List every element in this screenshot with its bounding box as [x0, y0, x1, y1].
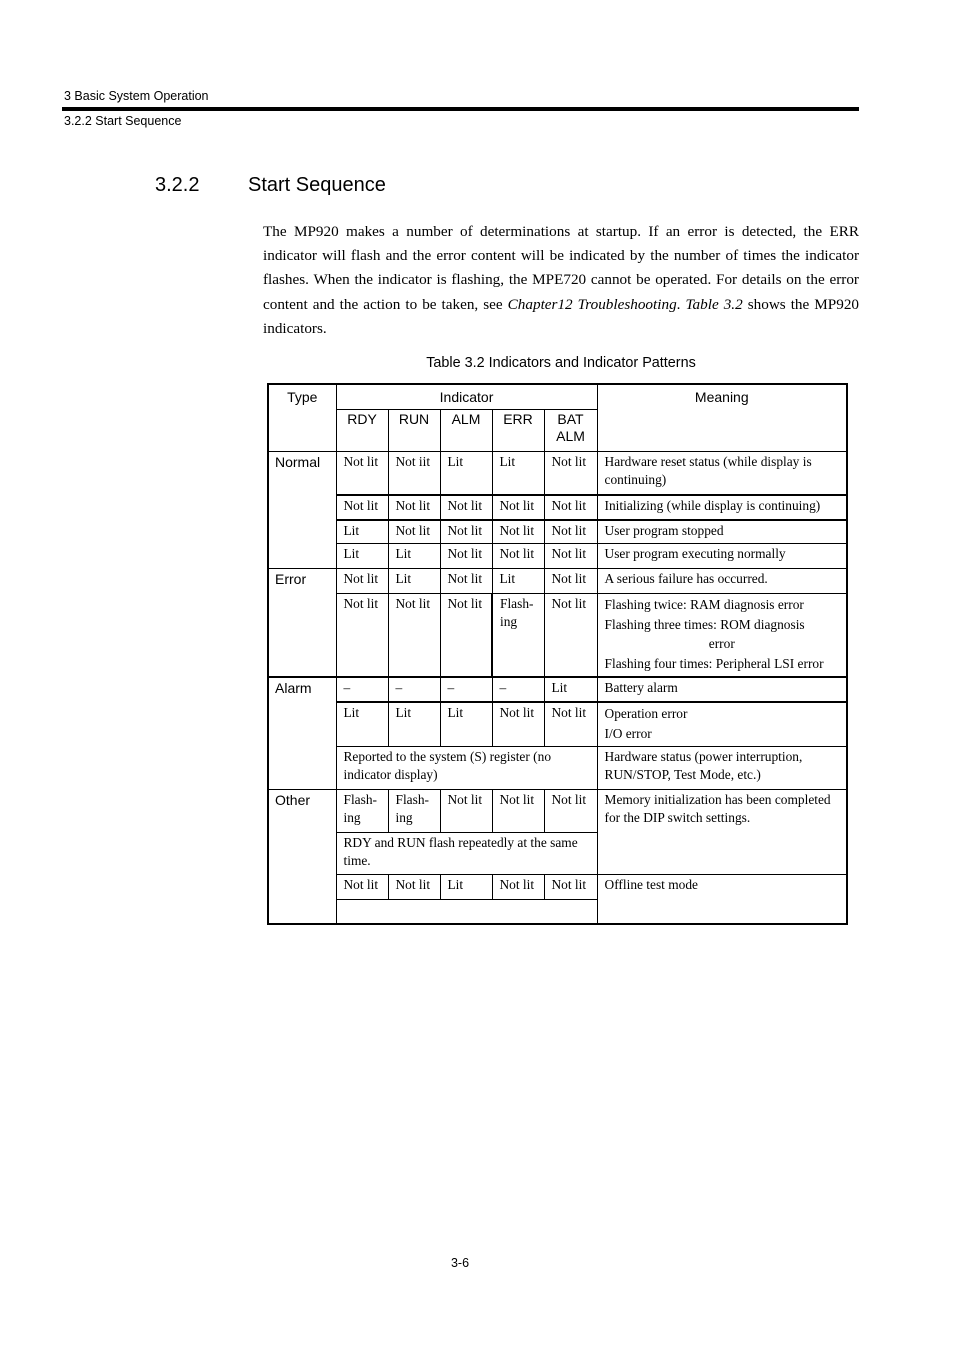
cell-meaning: A serious failure has occurred. — [597, 569, 847, 594]
cell-err: – — [492, 677, 544, 702]
cell-alm: Lit — [440, 875, 492, 900]
cell-bat: Not lit — [544, 702, 597, 747]
meaning-line: Flashing three times: ROM diagnosis — [604, 616, 805, 632]
type-error: Error — [268, 569, 336, 678]
cell-err: Not lit — [492, 702, 544, 747]
table-row — [268, 594, 847, 678]
cell-rdy: Not lit — [336, 875, 388, 900]
cell-rdy: Not lit — [336, 495, 388, 520]
running-header-section: 3.2.2 Start Sequence — [64, 114, 182, 128]
cell-meaning: User program executing normally — [597, 544, 847, 569]
section-title: Start Sequence — [248, 174, 386, 196]
type-alarm: Alarm — [268, 677, 336, 790]
meaning-line: Flashing four times: Peripheral LSI error — [604, 655, 824, 671]
header-indicator: Indicator — [336, 384, 597, 410]
cell-bat: Not lit — [544, 544, 597, 569]
header-bat-alm — [544, 410, 597, 452]
cell-run: Not lit — [388, 875, 440, 900]
header-rule — [62, 107, 859, 111]
page-number: 3-6 — [450, 1256, 470, 1270]
cell-err: Not lit — [492, 495, 544, 520]
meaning-line: I/O error — [604, 725, 652, 741]
cell-empty — [336, 900, 597, 924]
cell-meaning: Hardware reset status (while display is continuing) — [597, 452, 847, 495]
cell-merged-indicator: Reported to the system (S) register (no indicator display) — [336, 747, 597, 790]
cell-run: – — [388, 677, 440, 702]
cell-meaning: Offline test mode — [597, 875, 847, 924]
table-row — [268, 747, 847, 790]
intro-text-1: The MP920 makes a number of determinations at startup. If an error is detected, the ERR indicator will flash and the error content will be indicated by the number of times the indicator flashes. When the indicator is flashing, the MPE720 cannot be operated. For details on the error content and the action to be taken, see — [263, 223, 859, 313]
table-row — [268, 677, 847, 702]
cell-alm: Lit — [440, 702, 492, 747]
cell-err: Lit — [492, 452, 544, 495]
table-row — [268, 495, 847, 520]
cell-alm: Not lit — [440, 544, 492, 569]
header-run: RUN — [388, 410, 440, 452]
header-meaning: Meaning — [597, 384, 847, 452]
cell-err: Not lit — [492, 520, 544, 544]
cell-err: Not lit — [492, 875, 544, 900]
table-row — [268, 520, 847, 544]
cell-bat: Not lit — [544, 569, 597, 594]
cell-alm: Not lit — [440, 790, 492, 833]
cell-rdy: Lit — [336, 520, 388, 544]
cell-alm: Lit — [440, 452, 492, 495]
cell-run: Not lit — [388, 520, 440, 544]
cell-bat: Lit — [544, 677, 597, 702]
cell-meaning: User program stopped — [597, 520, 847, 544]
cell-bat: Not lit — [544, 452, 597, 495]
cell-run: Not lit — [388, 594, 440, 678]
cell-alm: Not lit — [440, 495, 492, 520]
cell-rdy: Lit — [336, 544, 388, 569]
cell-bat: Not lit — [544, 594, 597, 678]
header-rdy: RDY — [336, 410, 388, 452]
cell-meaning — [597, 702, 847, 747]
cell-meaning: Initializing (while display is continuing) — [597, 495, 847, 520]
header-alm: ALM — [440, 410, 492, 452]
cell-alm: – — [440, 677, 492, 702]
header-type: Type — [268, 384, 336, 452]
cell-err: Lit — [492, 569, 544, 594]
type-other: Other — [268, 790, 336, 924]
table-row — [268, 544, 847, 569]
meaning-line: error — [708, 636, 735, 651]
table-row — [268, 790, 847, 833]
intro-paragraph — [263, 220, 859, 341]
intro-text-2: . — [676, 295, 686, 313]
cell-rdy: – — [336, 677, 388, 702]
section-number: 3.2.2 — [155, 174, 200, 196]
meaning-line: Flashing twice: RAM diagnosis error — [604, 597, 804, 612]
cell-rdy: Flash-ing — [336, 790, 388, 833]
table-caption: Table 3.2 Indicators and Indicator Patterns — [426, 355, 696, 371]
cell-rdy: Not lit — [336, 594, 388, 678]
cell-run: Lit — [388, 702, 440, 747]
cell-rdy: Not lit — [336, 452, 388, 495]
cell-run: Lit — [388, 569, 440, 594]
header-bat-line1: BAT — [557, 411, 584, 427]
table-row — [268, 569, 847, 594]
cell-run: Lit — [388, 544, 440, 569]
meaning-line: Operation error — [604, 706, 688, 721]
cell-run: Not iit — [388, 452, 440, 495]
cell-err: Not lit — [492, 544, 544, 569]
cell-meaning: Battery alarm — [597, 677, 847, 702]
chapter-reference: Chapter12 Troubleshooting — [507, 295, 677, 313]
cell-rdy: Lit — [336, 702, 388, 747]
cell-alm: Not lit — [440, 569, 492, 594]
cell-alm: Not lit — [440, 520, 492, 544]
cell-bat: Not lit — [544, 495, 597, 520]
cell-err: Not lit — [492, 790, 544, 833]
cell-bat: Not lit — [544, 790, 597, 833]
cell-alm: Not lit — [440, 594, 492, 678]
header-bat-line2: ALM — [556, 428, 585, 444]
running-header-chapter: 3 Basic System Operation — [64, 89, 209, 103]
cell-meaning: Hardware status (power interruption, RUN/STOP, Test Mode, etc.) — [597, 747, 847, 790]
cell-rdy: Not lit — [336, 569, 388, 594]
cell-run: Not lit — [388, 495, 440, 520]
table-row — [268, 875, 847, 900]
cell-err: Flash-ing — [492, 594, 544, 678]
table-row — [268, 702, 847, 747]
table-reference: Table 3.2 — [685, 295, 743, 313]
indicator-table — [267, 383, 848, 925]
type-normal: Normal — [268, 452, 336, 569]
cell-merged-indicator: RDY and RUN flash repeatedly at the same time. — [336, 833, 597, 875]
intro-text-3: shows the MP920 indicators. — [263, 295, 860, 337]
header-err: ERR — [492, 410, 544, 452]
cell-bat: Not lit — [544, 520, 597, 544]
cell-bat: Not lit — [544, 875, 597, 900]
cell-meaning — [597, 594, 847, 678]
cell-run: Flash-ing — [388, 790, 440, 833]
cell-meaning: Memory initialization has been completed for the DIP switch settings. — [597, 790, 847, 875]
table-row — [268, 452, 847, 495]
